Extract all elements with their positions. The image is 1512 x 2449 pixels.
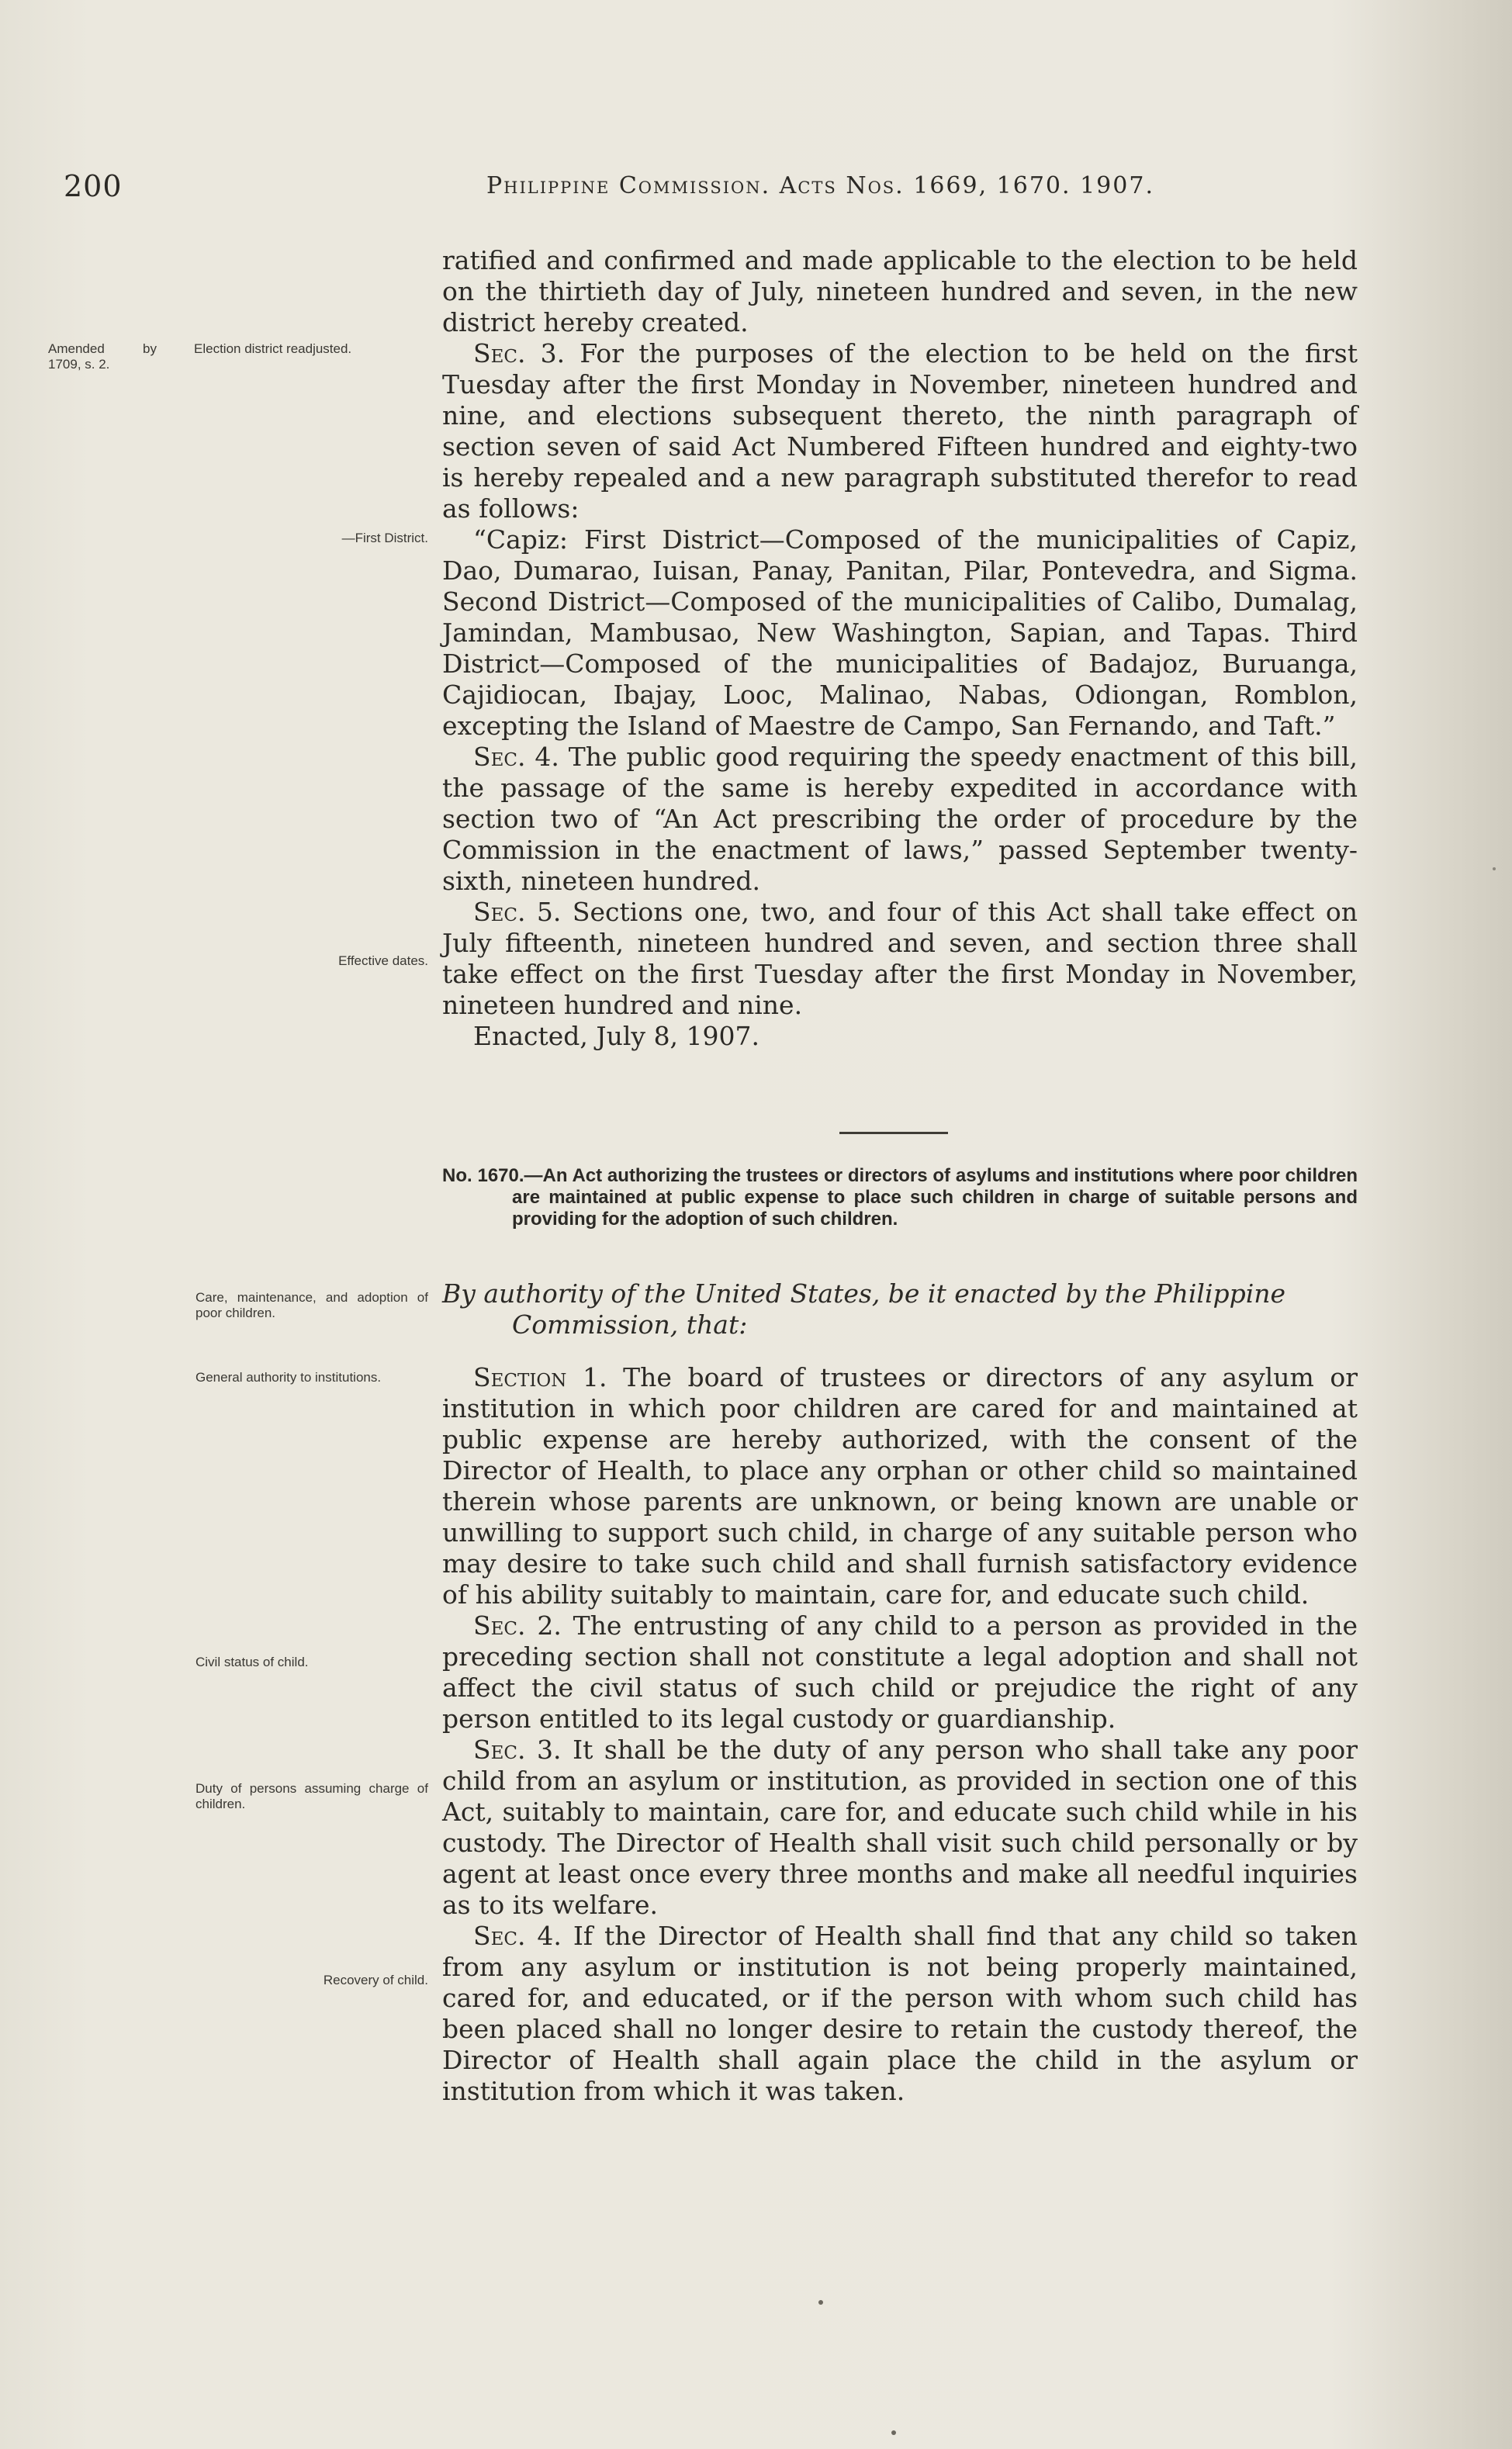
section-label: Sec. 4. bbox=[473, 742, 559, 772]
margin-note-effective-dates: Effective dates. bbox=[338, 953, 428, 968]
paragraph-1: ratified and confirmed and made applicable to the election to be held on the thirtieth day of July, nineteen hundred and seven, in the new district hereby created. bbox=[442, 245, 1358, 337]
margin-note-general-authority: General authority to institutions. bbox=[195, 1370, 382, 1385]
speck bbox=[818, 2300, 823, 2305]
section-label: Sec. 3. bbox=[473, 338, 566, 368]
margin-note-first-district: —First District. bbox=[341, 531, 428, 545]
section-text: If the Director of Health shall find that any child so taken from any asylum or institution is not being properly maintained, cared for, and educated, or if the person with whom such child has been placed shall no longer desire to retain the custody thereof, the Director of Health shall again place the child in the asylum or institution from which it was taken. bbox=[442, 1921, 1358, 2106]
act-title: No. 1670.—An Act authorizing the trustees or directors of asylums and institutions where poor children are maintained at public expense to place such children in charge of suitable persons and providing for the adoption of such children. bbox=[442, 1165, 1358, 1230]
section-text: For the purposes of the election to be held on the first Tuesday after the first Monday in November, nineteen hundred and nine, and elections subsequent thereto, the ninth paragraph of section seven of said Act Numbered Fifteen hundred and eighty-two is hereby repealed and a new paragraph substituted therefor to read as follows: bbox=[442, 338, 1358, 524]
margin-note-care-maintenance: Care, maintenance, and adoption of poor children. bbox=[195, 1290, 428, 1320]
section-label: Sec. 2. bbox=[473, 1610, 562, 1641]
speck bbox=[1493, 867, 1496, 870]
page-number: 200 bbox=[64, 169, 123, 203]
margin-note-recovery: Recovery of child. bbox=[323, 1973, 428, 1987]
margin-note-amended: Amended by 1709, s. 2. bbox=[48, 341, 157, 372]
running-head: Philippine Commission. Acts Nos. 1669, 1670. 1907. bbox=[486, 172, 1154, 199]
section-text: The entrusting of any child to a person as provided in the preceding section shall not constitute a legal adoption and shall not affect the civil status of such child or prejudice the right of any person entitled to its legal custody or guardianship. bbox=[442, 1610, 1358, 1734]
enacted-date: Enacted, July 8, 1907. bbox=[473, 1021, 760, 1051]
section-label: Sec. 4. bbox=[473, 1921, 562, 1951]
section-text: The public good requiring the speedy enactment of this bill, the passage of the same is hereby expedited in accordance with section two of “An Act prescribing the order of procedure by the Commission in the enactment of laws,” passed September twenty-sixth, nineteen hundred. bbox=[442, 742, 1358, 896]
margin-note-civil-status: Civil status of child. bbox=[195, 1655, 309, 1669]
section-text: Sections one, two, and four of this Act shall take effect on July fifteenth, nineteen hundred and seven, and section three shall take effect on the first Tuesday after the first Monday in November, nineteen hundred and nine. bbox=[442, 897, 1358, 1020]
speck bbox=[891, 2430, 896, 2435]
paragraph-capiz-districts: “Capiz: First District—Composed of the municipalities of Capiz, Dao, Dumarao, Iuisan, Panay, Panitan, Pilar, Pontevedra, and Sigma. Second District—Composed of the municipalities of Calibo, Dumalag, Jamindan, Mambusao, New Washington, Sapian, and Tapas. Third District—Composed of the municipalities of Badajoz, Buruanga, Cajidiocan, Ibajay, Looc, Malinao, Nabas, Odiongan, Romblon, excepting the Island of Maestre de Campo, San Fernando, and Taft.” bbox=[442, 524, 1358, 741]
section-text: It shall be the duty of any person who shall take any poor child from an asylum or institution, as provided in section one of this Act, suitably to maintain, care for, and educate such child while in his custody. The Director of Health shall visit such child personally or by agent at least once every three months and make all needful inquiries as to its welfare. bbox=[442, 1735, 1358, 1920]
margin-note-duty-of-persons: Duty of persons assuming charge of children. bbox=[195, 1781, 428, 1811]
enacting-clause: By authority of the United States, be it enacted by the Philippine Commission, that: bbox=[442, 1278, 1286, 1340]
margin-note-election-district: Election district readjusted. bbox=[194, 341, 352, 356]
section-text: The board of trustees or directors of any asylum or institution in which poor children are cared for and maintained at public expense are hereby authorized, with the consent of the Director of Health, to place any orphan or other child so maintained therein whose parents are unknown, or being known are unable or unwilling to support such child, in charge of any suitable person who may desire to take such child and shall furnish satisfactory evidence of his ability suitably to maintain, care for, and educate such child. bbox=[442, 1362, 1358, 1610]
section-label: Sec. 5. bbox=[473, 897, 562, 927]
section-label: Sec. 3. bbox=[473, 1735, 562, 1765]
section-label: Section 1. bbox=[473, 1362, 607, 1392]
